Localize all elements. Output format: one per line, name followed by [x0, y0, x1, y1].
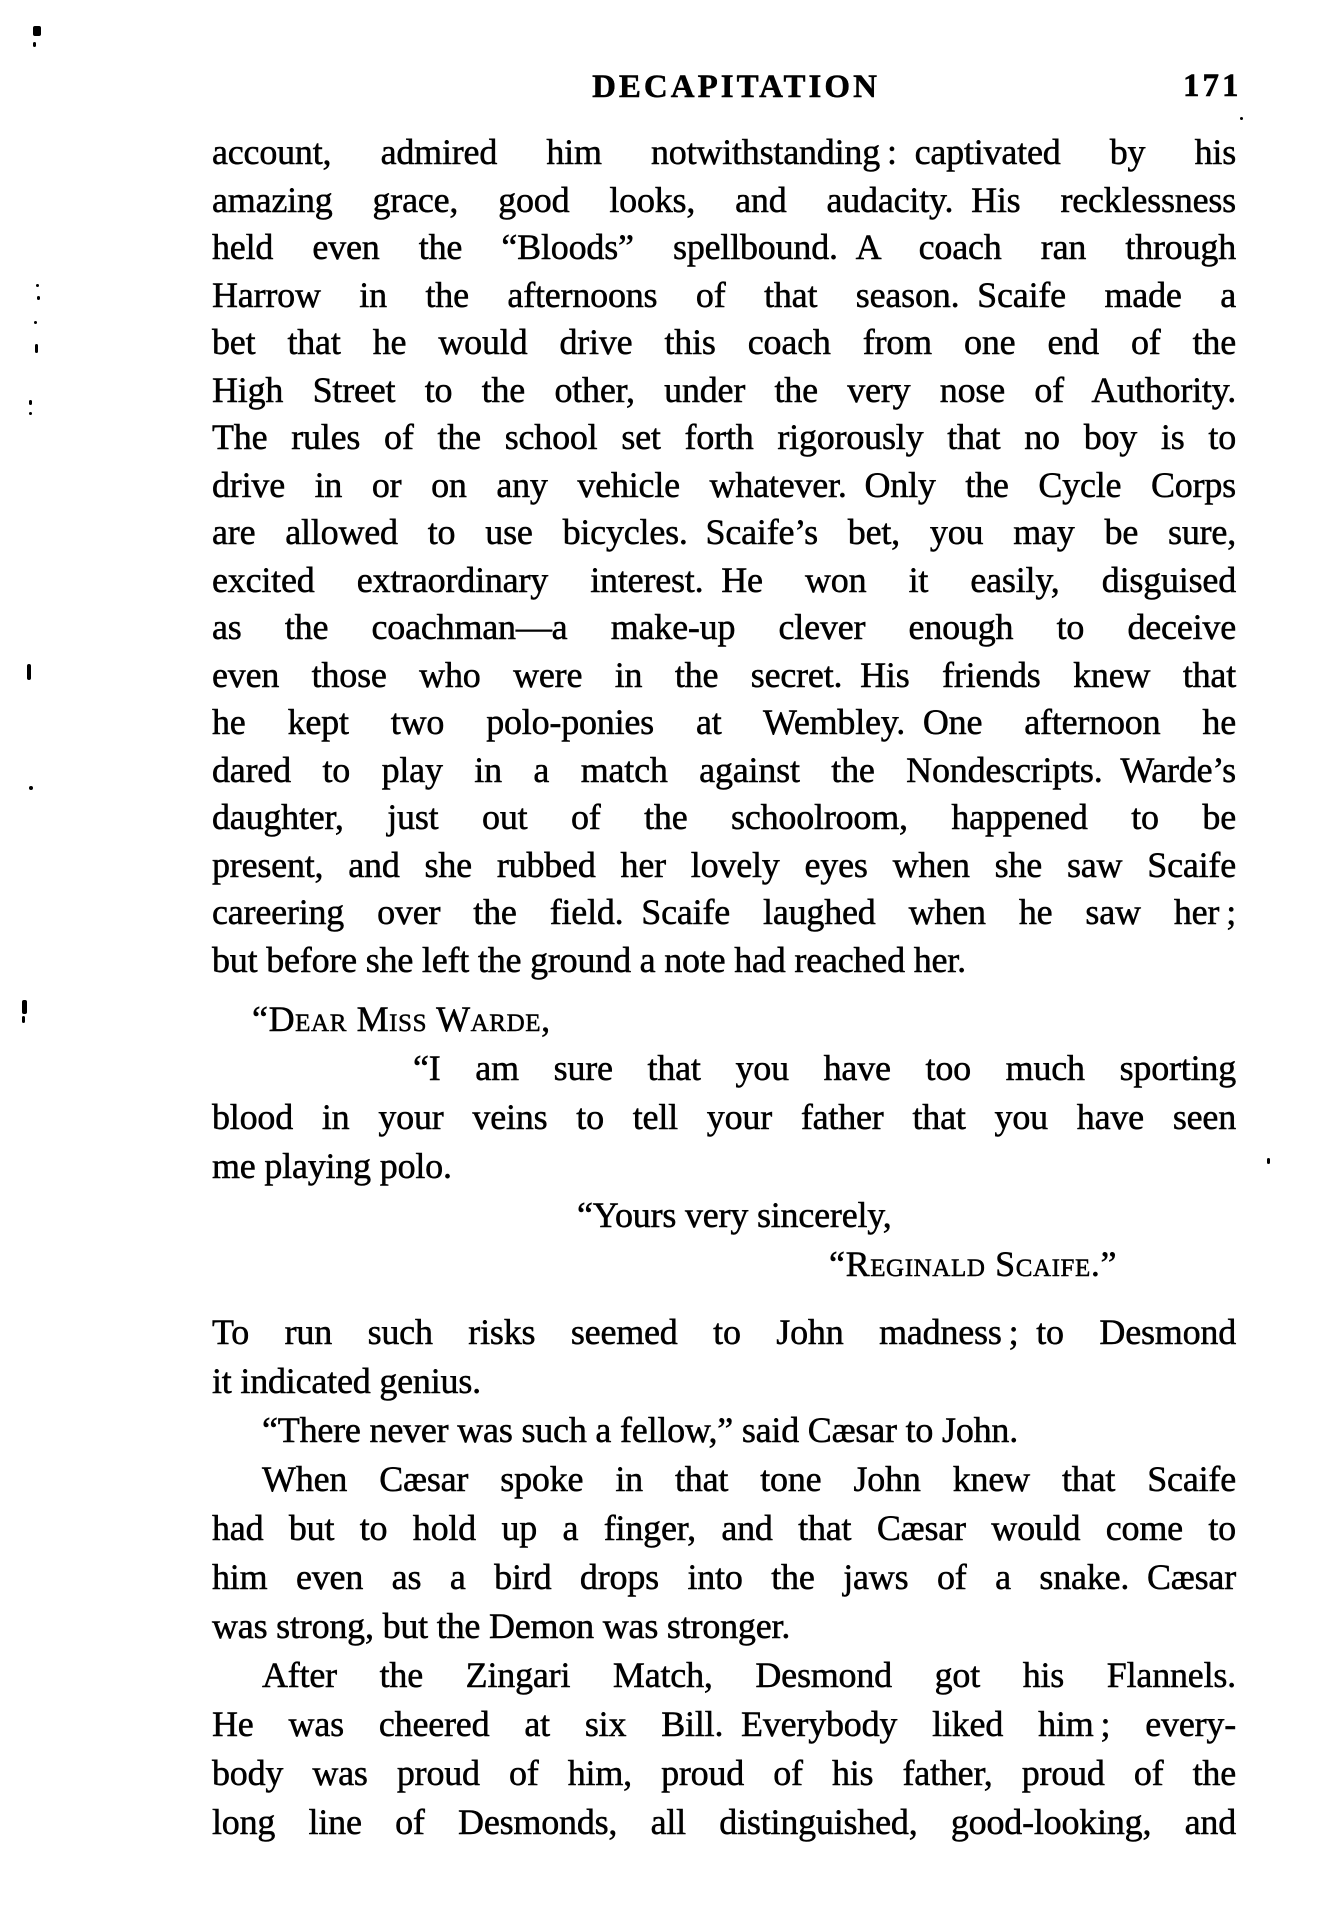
- text-line: To run such risks seemed to John madness ; to Desmond: [212, 1312, 1236, 1352]
- letter-body-line: “I am sure that you have too much sporting: [413, 1048, 1236, 1088]
- text-line: daughter, just out of the schoolroom, happened to be: [212, 797, 1236, 837]
- text-line: After the Zingari Match, Desmond got his Flannels.: [262, 1655, 1236, 1695]
- text-line: account, admired him notwithstanding : captivated by his: [212, 132, 1236, 172]
- running-head-title: DECAPITATION: [592, 69, 880, 105]
- ink-speck-artifact: [33, 26, 41, 36]
- ink-speck-artifact: [33, 42, 36, 47]
- text-line: body was proud of him, proud of his father, proud of the: [212, 1753, 1236, 1793]
- text-line: drive in or on any vehicle whatever. Only the Cycle Corps: [212, 464, 1236, 505]
- ink-speck-artifact: [35, 344, 38, 353]
- text-line: even those who were in the secret. His friends knew that: [212, 654, 1236, 695]
- text-line: are allowed to use bicycles. Scaife’s bet, you may be sure,: [212, 512, 1236, 552]
- text-line: excited extraordinary interest. He won it easily, disguised: [212, 559, 1236, 600]
- ink-speck-artifact: [29, 400, 32, 405]
- ink-speck-artifact: [34, 321, 37, 324]
- ink-speck-artifact: [29, 412, 32, 415]
- ink-speck-artifact: [37, 296, 40, 300]
- text-line: him even as a bird drops into the jaws of a snake. Cæsar: [212, 1557, 1236, 1597]
- ink-speck-artifact: [36, 284, 39, 287]
- ink-speck-artifact: [1240, 117, 1243, 120]
- ink-speck-artifact: [1267, 1158, 1270, 1164]
- text-line: was strong, but the Demon was stronger.: [212, 1606, 791, 1646]
- text-line: amazing grace, good looks, and audacity. His recklessness: [212, 179, 1236, 220]
- letter-closing: “Yours very sincerely,: [577, 1195, 892, 1235]
- letter-body-line: me playing polo.: [212, 1146, 452, 1186]
- letter-signature: “Reginald Scaife.”: [829, 1244, 1118, 1284]
- text-line: long line of Desmonds, all distinguished, good-looking, and: [212, 1802, 1236, 1842]
- text-line: but before she left the ground a note had reached her.: [212, 939, 966, 980]
- text-line: High Street to the other, under the very nose of Authority.: [212, 369, 1236, 410]
- text-line: careering over the field. Scaife laughed when he saw her ;: [212, 892, 1236, 932]
- ink-speck-artifact: [22, 1016, 25, 1023]
- text-line: The rules of the school set forth rigorously that no boy is to: [212, 417, 1236, 457]
- text-line: held even the “Bloods” spellbound. A coach ran through: [212, 227, 1236, 267]
- ink-speck-artifact: [27, 664, 31, 680]
- letter-body-line: blood in your veins to tell your father that you have seen: [212, 1097, 1236, 1137]
- text-line: dared to play in a match against the Nondescripts. Warde’s: [212, 749, 1236, 790]
- text-line: Harrow in the afternoons of that season. Scaife made a: [212, 274, 1236, 315]
- page-number: 171: [1183, 68, 1242, 104]
- text-line: present, and she rubbed her lovely eyes when she saw Scaife: [212, 844, 1236, 885]
- text-line: bet that he would drive this coach from one end of the: [212, 322, 1236, 362]
- ink-speck-artifact: [22, 1000, 27, 1014]
- paragraphs-after-letter: [212, 1308, 1236, 1847]
- text-line: as the coachman—a make-up clever enough to deceive: [212, 607, 1236, 647]
- text-line: He was cheered at six Bill. Everybody liked him ; every-: [212, 1704, 1236, 1744]
- letter-salutation: “Dear Miss Warde,: [252, 999, 551, 1039]
- text-line: “There never was such a fellow,” said Cæsar to John.: [262, 1410, 1019, 1450]
- text-line: it indicated genius.: [212, 1361, 481, 1401]
- text-line: had but to hold up a finger, and that Cæsar would come to: [212, 1508, 1236, 1548]
- letter-block: [212, 995, 1236, 1289]
- text-line: he kept two polo-ponies at Wembley. One afternoon he: [212, 702, 1236, 742]
- text-line: When Cæsar spoke in that tone John knew that Scaife: [262, 1459, 1236, 1499]
- paragraph-continuation: [212, 129, 1236, 984]
- ink-speck-artifact: [29, 786, 33, 790]
